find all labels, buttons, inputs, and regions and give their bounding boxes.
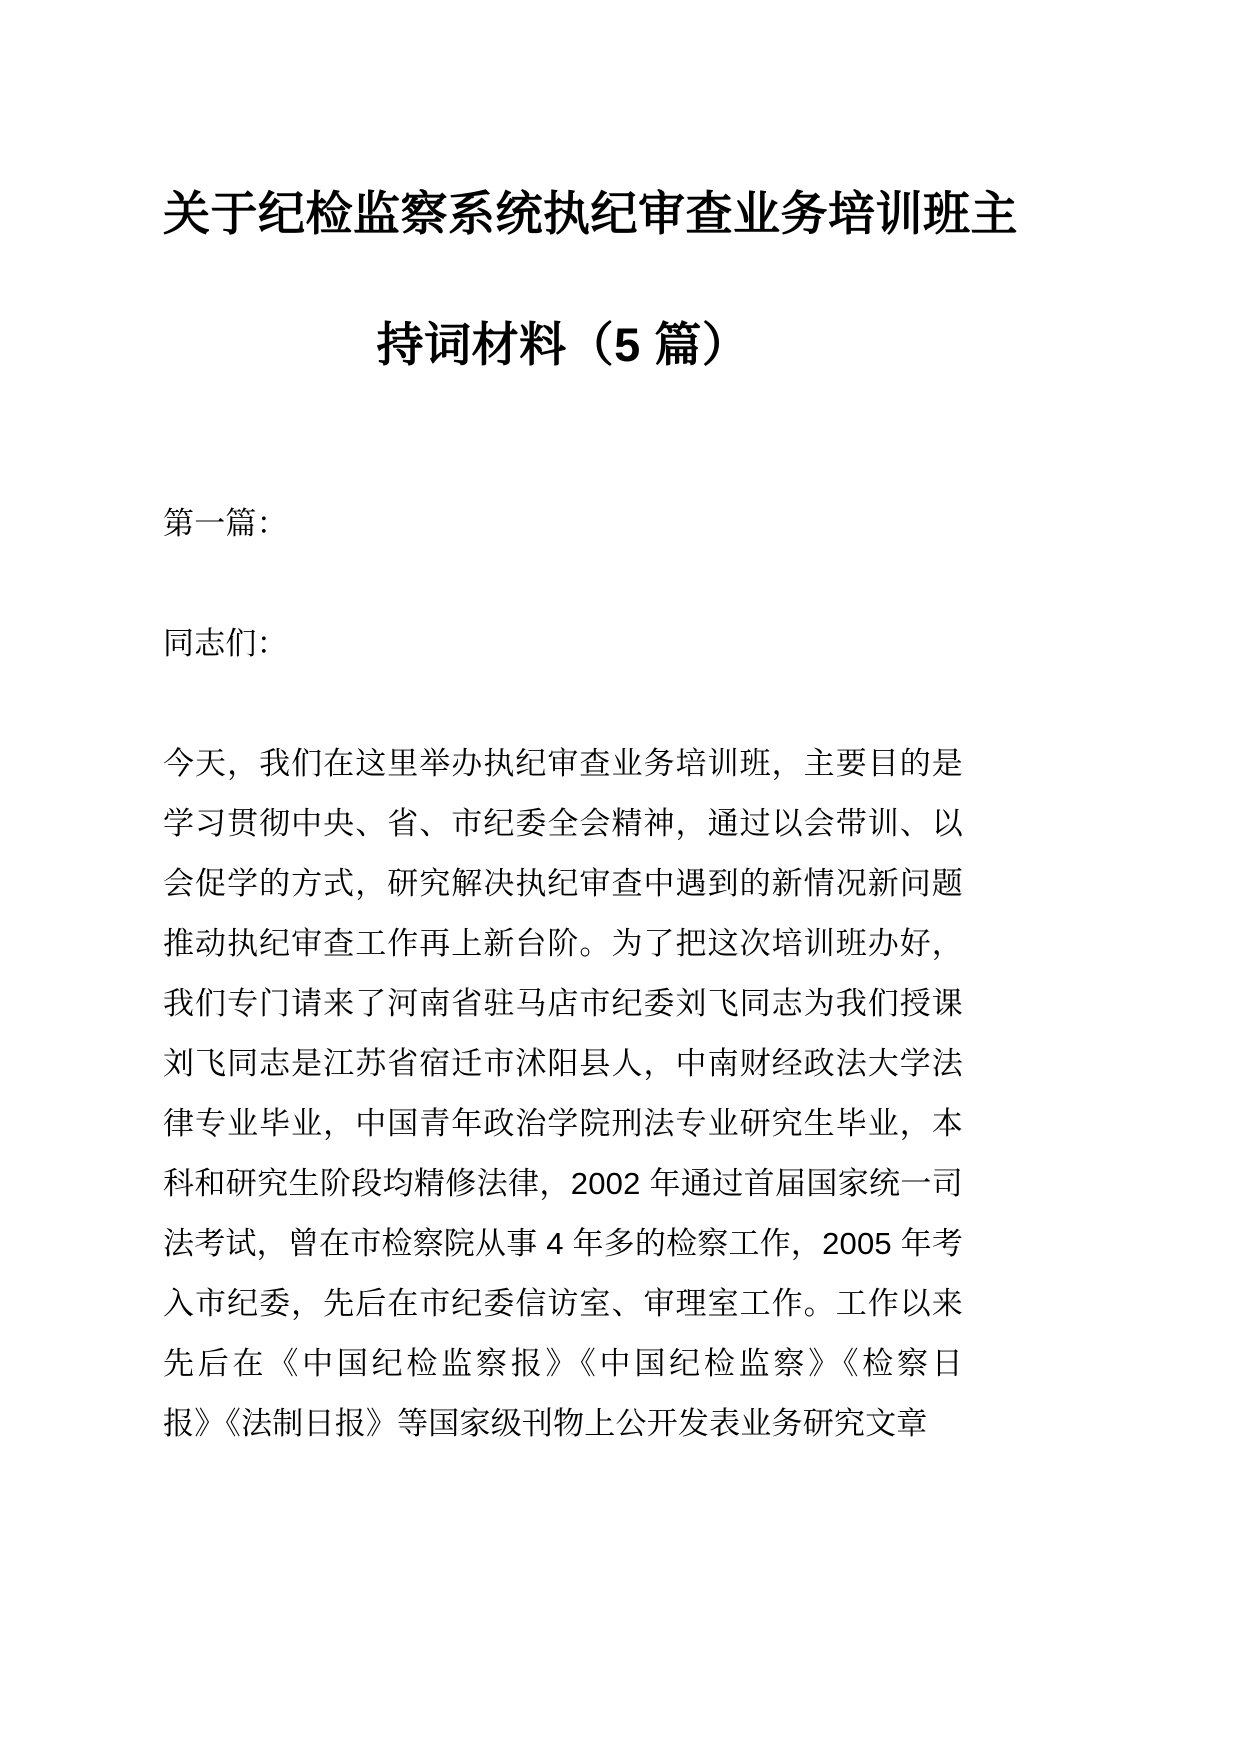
page-title-line-2: 持词材料（5 篇） — [376, 318, 750, 371]
paragraph-1-line-2: 学习贯彻中央、省、市纪委全会精神，通过以会带训、以 — [163, 806, 963, 841]
paragraph-1-line-1: 今天，我们在这里举办执纪审查业务培训班，主要目的是 — [163, 746, 963, 781]
paragraph-1-line-10: 入市纪委，先后在市纪委信访室、审理室工作。工作以来 — [163, 1286, 963, 1321]
document-body — [163, 494, 963, 1454]
paragraph-1-line-7: 律专业毕业，中国青年政治学院刑法专业研究生毕业，本 — [163, 1106, 963, 1141]
paragraph-1-line-9: 法考试，曾在市检察院从事 4 年多的检察工作，2005 年考 — [163, 1226, 964, 1261]
section-marker: 第一篇： — [163, 506, 288, 541]
paragraph-1-line-5: 我们专门请来了河南省驻马店市纪委刘飞同志为我们授课 — [163, 986, 963, 1021]
paragraph-1-line-3: 会促学的方式，研究解决执纪审查中遇到的新情况新问题 — [163, 866, 963, 901]
paragraph-1 — [163, 734, 963, 1454]
page-title — [163, 0, 1018, 410]
paragraph-1-line-12: 报》《法制日报》等国家级刊物上公开发表业务研究文章 — [163, 1406, 928, 1441]
paragraph-1-line-4: 推动执纪审查工作再上新台阶。为了把这次培训班办好， — [163, 926, 963, 961]
paragraph-1-line-6: 刘飞同志是江苏省宿迁市沭阳县人，中南财经政法大学法 — [163, 1046, 963, 1081]
page-title-line-1: 关于纪检监察系统执纪审查业务培训班主 — [163, 187, 1018, 240]
paragraph-1-line-8: 科和研究生阶段均精修法律，2002 年通过首届国家统一司 — [163, 1166, 963, 1201]
paragraph-1-line-11: 先后在《中国纪检监察报》《中国纪检监察》《检察日 — [163, 1346, 963, 1381]
document-content — [163, 0, 1018, 1514]
salutation: 同志们： — [163, 626, 288, 661]
